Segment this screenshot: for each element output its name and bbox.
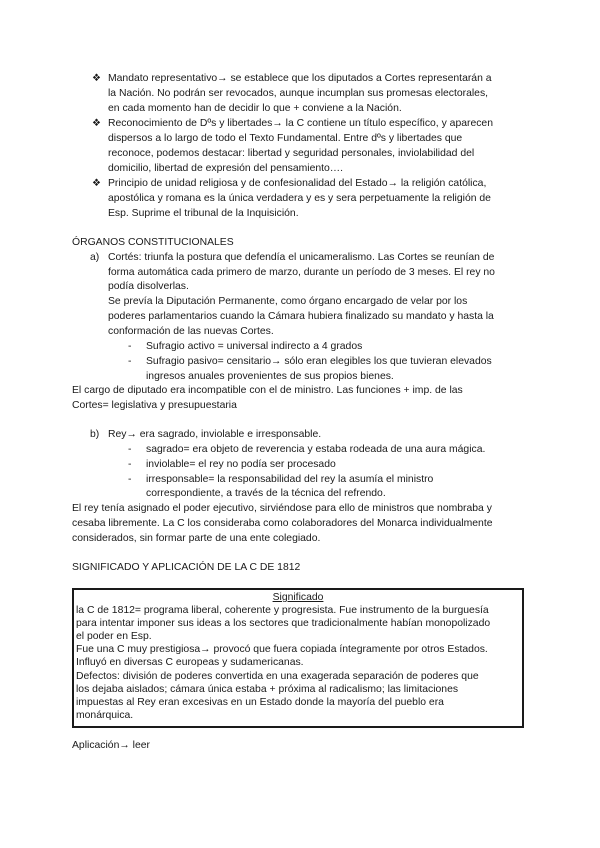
dash-bullet-icon: -	[128, 474, 132, 485]
principle-line: la Nación. No podrán ser revocados, aunque incumplan sus promesas electorales,	[108, 88, 489, 99]
dash-bullet-icon: -	[128, 459, 132, 470]
box-line: para intentar imponer sus ideas a los sectores que tradicionalmente habían monopolizado	[76, 618, 491, 629]
cortes-line: poderes parlamentarios cuando la Cámara hubiera finalizado su mandato y hasta la	[108, 311, 494, 322]
cortes-line: podía disolverlas.	[108, 281, 189, 292]
rey-note-line: cesaba libremente. La C los consideraba como colaboradores del Monarca individualmente	[72, 518, 493, 529]
principle-line: Principio de unidad religiosa y de confesionalidad del Estado→ la religión católica,	[108, 178, 487, 189]
dash-bullet-icon: -	[128, 341, 132, 352]
box-line: la C de 1812= programa liberal, coherente y progresista. Fue instrumento de la burguesía	[76, 605, 489, 616]
diamond-bullet-icon: ❖	[92, 178, 101, 189]
rey-attribute-line: sagrado= era objeto de reverencia y estaba rodeada de una aura mágica.	[146, 444, 486, 455]
organos-heading: ÓRGANOS CONSTITUCIONALES	[72, 237, 234, 248]
diamond-bullet-icon: ❖	[92, 118, 101, 129]
rey-line: Rey→ era sagrado, inviolable e irresponsable.	[108, 429, 322, 440]
rey-attribute-line: correspondiente, a través de la técnica del refrendo.	[146, 488, 386, 499]
principle-line: Reconocimiento de Dºs y libertades→ la C contiene un título específico, y aparecen	[108, 118, 493, 129]
principle-line: domicilio, libertad de expresión del pensamiento….	[108, 163, 344, 174]
rey-note-line: considerados, sin formar parte de una ente colegiado.	[72, 533, 321, 544]
box-line: Fue una C muy prestigiosa→ provocó que fuera copiada íntegramente por otros Estados.	[76, 644, 488, 655]
list-marker: a)	[90, 252, 100, 263]
box-line: Defectos: división de poderes convertida en una exagerada separación de poderes que	[76, 671, 479, 682]
principle-line: en cada momento han de decidir lo que + conviene a la Nación.	[108, 103, 402, 114]
rey-attribute-line: inviolable= el rey no podía ser procesado	[146, 459, 336, 470]
principle-line: apostólica y romana es la única verdadera y es y sera perpetuamente la religión de	[108, 193, 491, 204]
significado-heading: SIGNIFICADO Y APLICACIÓN DE LA C DE 1812	[72, 562, 301, 573]
box-title: Significado	[272, 592, 324, 603]
diamond-bullet-icon: ❖	[92, 73, 101, 84]
cortes-note-line: Cortes= legislativa y presupuestaria	[72, 400, 237, 411]
box-line: impuestas al Rey eran excesivas en un Estado donde la mayoría del pueblo era	[76, 697, 444, 708]
principle-line: Esp. Suprime el tribunal de la Inquisición.	[108, 208, 299, 219]
cortes-line: forma automática cada primero de marzo, durante un período de 3 meses. El rey no	[108, 267, 495, 278]
box-line: monárquica.	[76, 710, 134, 721]
aplicacion-line: Aplicación→ leer	[72, 740, 150, 751]
cortes-line: conformación de las nuevas Cortes.	[108, 326, 274, 337]
sufragio-line: Sufragio activo = universal indirecto a 4 grados	[146, 341, 363, 352]
box-line: los dejaba aislados; cámara única estaba + próxima al radicalismo; las limitaciones	[76, 684, 459, 695]
rey-attribute-line: irresponsable= la responsabilidad del rey la asumía el ministro	[146, 474, 434, 485]
significado-box	[72, 588, 524, 728]
list-marker: b)	[90, 429, 100, 440]
sufragio-line: ingresos anuales provenientes de sus propios bienes.	[146, 371, 394, 382]
rey-note-line: El rey tenía asignado el poder ejecutivo, sirviéndose para ello de ministros que nombraba y	[72, 503, 492, 514]
sufragio-line: Sufragio pasivo= censitario→ sólo eran elegibles los que tuvieran elevados	[146, 356, 492, 367]
principle-line: Mandato representativo→ se establece que los diputados a Cortes representarán a	[108, 73, 492, 84]
cortes-note-line: El cargo de diputado era incompatible con el de ministro. Las funciones + imp. de las	[72, 385, 463, 396]
dash-bullet-icon: -	[128, 444, 132, 455]
box-line: el poder en Esp.	[76, 631, 152, 642]
cortes-line: Cortés: triunfa la postura que defendía el unicameralismo. Las Cortes se reunían de	[108, 252, 495, 263]
box-line: Influyó en diversas C europeas y sudamericanas.	[76, 657, 304, 668]
dash-bullet-icon: -	[128, 356, 132, 367]
principle-line: reconoce, podemos destacar: libertad y seguridad personales, inviolabilidad del	[108, 148, 475, 159]
cortes-line: Se prevía la Diputación Permanente, como órgano encargado de velar por los	[108, 296, 468, 307]
principle-line: dispersos a lo largo de todo el Texto Fundamental. Entre dºs y libertades que	[108, 133, 463, 144]
